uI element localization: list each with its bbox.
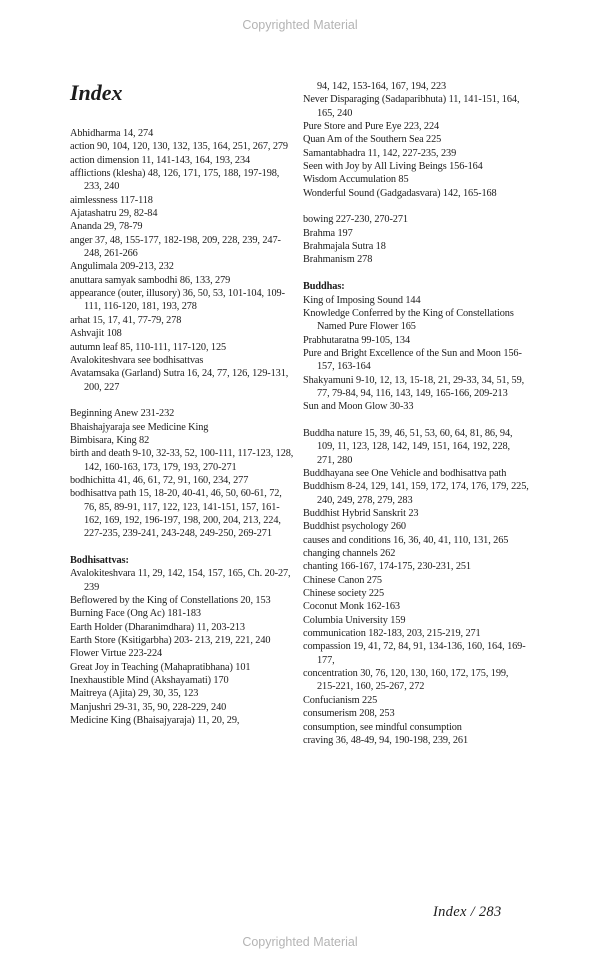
index-entry: Bimbisara, King 82: [70, 434, 150, 446]
index-entry: bodhichitta 41, 46, 61, 72, 91, 160, 234, 277: [70, 474, 249, 486]
index-entry: causes and conditions 16, 36, 40, 41, 110, 131, 265: [303, 534, 509, 546]
index-entry: Medicine King (Bhaisajyaraja) 11, 20, 29,: [70, 715, 240, 727]
index-entry: Brahma 197: [303, 227, 353, 239]
index-entry: birth and death 9-10, 32-33, 52, 100-111, 117-123, 128, 142, 160-163, 173, 179, 193, 270-271: [70, 448, 294, 473]
index-entry: Buddha nature 15, 39, 46, 51, 53, 60, 64, 81, 86, 94, 109, 11, 123, 128, 142, 149, 151, 164, 192, 228, 271, 280: [303, 427, 513, 466]
index-entry: arhat 15, 17, 41, 77-79, 278: [70, 314, 182, 326]
index-entry: Shakyamuni 9-10, 12, 13, 15-18, 21, 29-33, 34, 51, 59, 77, 79-84, 94, 116, 143, 149, 165-166, 209-213: [303, 374, 525, 399]
index-entry: Samantabhadra 11, 142, 227-235, 239: [303, 147, 457, 159]
index-entry: Wonderful Sound (Gadgadasvara) 142, 165-168: [303, 187, 497, 199]
index-entry: Great Joy in Teaching (Mahapratibhana) 101: [70, 661, 251, 673]
index-entry: Ajatashatru 29, 82-84: [70, 208, 158, 220]
index-entry: Earth Store (Ksitigarbha) 203- 213, 219, 221, 240: [70, 635, 271, 647]
index-entry: action dimension 11, 141-143, 164, 193, 234: [70, 154, 251, 166]
index-entry: Buddhist Hybrid Sanskrit 23: [303, 508, 419, 519]
index-entry: Brahmajala Sutra 18: [303, 241, 386, 253]
index-entry: Wisdom Accumulation 85: [303, 174, 409, 186]
index-gap: [303, 267, 529, 280]
index-entry: aimlessness 117-118: [70, 194, 153, 206]
index-entry: Confucianism 225: [303, 694, 378, 706]
index-gap: [70, 541, 296, 554]
index-entry: afflictions (klesha) 48, 126, 171, 175, 188, 197-198, 233, 240: [70, 168, 280, 193]
index-entry: Maitreya (Ajita) 29, 30, 35, 123: [70, 688, 199, 700]
index-entry: action 90, 104, 120, 130, 132, 135, 164, 251, 267, 279: [70, 141, 288, 153]
index-entry: appearance (outer, illusory) 36, 50, 53, 101-104, 109-111, 116-120, 181, 193, 278: [70, 288, 285, 313]
index-entry: chanting 166-167, 174-175, 230-231, 251: [303, 561, 471, 573]
index-column-left: [70, 80, 296, 727]
index-entry: changing channels 262: [303, 548, 396, 560]
index-entry: Flower Virtue 223-224: [70, 648, 163, 660]
index-entry: bodhisattva path 15, 18-20, 40-41, 46, 50, 60-61, 72, 76, 85, 89-91, 117, 122, 123, 141-151, 157, 161-162, 169, 192, 196-197, 198, 200, 204, 213, 224, 227-235, 239-241, 243-248, 249-250, 269-271: [70, 488, 282, 540]
index-section-heading: Bodhisattvas:: [70, 555, 129, 566]
copyright-watermark-bottom: Copyrighted Material: [242, 935, 358, 949]
index-entry: communication 182-183, 203, 215-219, 271: [303, 628, 481, 640]
index-entry: Ananda 29, 78-79: [70, 221, 143, 233]
index-entry: King of Imposing Sound 144: [303, 294, 421, 306]
index-entry: compassion 19, 41, 72, 84, 91, 134-136, 160, 164, 169-177,: [303, 641, 526, 666]
index-entry: Earth Holder (Dharanimdhara) 11, 203-213: [70, 621, 245, 633]
index-entry: Ashvajit 108: [70, 328, 122, 340]
index-entry: Beflowered by the King of Constellations 20, 153: [70, 595, 271, 607]
index-section-heading: Buddhas:: [303, 281, 345, 293]
index-gap: [70, 394, 296, 407]
index-gap: [303, 200, 529, 213]
index-entry: Manjushri 29-31, 35, 90, 228-229, 240: [70, 701, 227, 713]
index-entry: Beginning Anew 231-232: [70, 408, 175, 420]
index-entry: 94, 142, 153-164, 167, 194, 223: [317, 81, 447, 92]
index-entry: Never Disparaging (Sadaparibhuta) 11, 141-151, 164, 165, 240: [303, 94, 520, 119]
page-title: Index: [70, 80, 123, 105]
index-entry: Quan Am of the Southern Sea 225: [303, 134, 442, 146]
index-entry: Avalokiteshvara 11, 29, 142, 154, 157, 165, Ch. 20-27, 239: [70, 568, 291, 593]
index-entry: consumerism 208, 253: [303, 708, 395, 720]
index-entry: Knowledge Conferred by the King of Constellations Named Pure Flower 165: [303, 307, 514, 333]
index-entry: craving 36, 48-49, 94, 190-198, 239, 261: [303, 734, 469, 746]
index-entry: Buddhism 8-24, 129, 141, 159, 172, 174, 176, 179, 225, 240, 249, 278, 279, 283: [303, 481, 529, 506]
index-entry: anuttara samyak sambodhi 86, 133, 279: [70, 274, 231, 286]
index-entry: Buddhist psychology 260: [303, 521, 406, 533]
index-entry: Columbia University 159: [303, 614, 406, 626]
index-entry: Avatamsaka (Garland) Sutra 16, 24, 77, 126, 129-131, 200, 227: [70, 368, 289, 393]
index-column-right: [303, 80, 529, 747]
index-entry: Chinese society 225: [303, 588, 385, 600]
index-entry: Pure Store and Pure Eye 223, 224: [303, 121, 440, 133]
index-entry: Coconut Monk 162-163: [303, 601, 400, 613]
index-entry: Pure and Bright Excellence of the Sun and Moon 156-157, 163-164: [303, 347, 522, 373]
index-entry: Angulimala 209-213, 232: [70, 261, 174, 273]
index-entry: bowing 227-230, 270-271: [303, 214, 408, 226]
index-entry: autumn leaf 85, 110-111, 117-120, 125: [70, 341, 227, 353]
index-entry: Brahmanism 278: [303, 254, 373, 266]
page-footer: Index / 283: [433, 904, 502, 920]
index-entry: concentration 30, 76, 120, 130, 160, 172, 175, 199, 215-221, 160, 25-267, 272: [303, 668, 509, 693]
index-entry: Abhidharma 14, 274: [70, 128, 154, 139]
index-entry: Burning Face (Ong Ac) 181-183: [70, 608, 201, 620]
index-entry: Bhaishajyaraja see Medicine King: [70, 421, 209, 433]
index-entry: Avalokiteshvara see bodhisattvas: [70, 354, 204, 366]
copyright-watermark-top: Copyrighted Material: [242, 18, 358, 32]
index-entry: Buddhayana see One Vehicle and bodhisattva path: [303, 467, 507, 479]
index-entry: Sun and Moon Glow 30-33: [303, 401, 414, 413]
index-entry: Inexhaustible Mind (Akshayamati) 170: [70, 675, 229, 687]
index-entry: Prabhutaratna 99-105, 134: [303, 334, 411, 346]
index-entry: consumption, see mindful consumption: [303, 721, 462, 733]
index-gap: [303, 414, 529, 427]
index-entry: anger 37, 48, 155-177, 182-198, 209, 228, 239, 247-248, 261-266: [70, 234, 281, 260]
index-entry: Seen with Joy by All Living Beings 156-164: [303, 161, 483, 173]
index-entry: Chinese Canon 275: [303, 574, 382, 586]
